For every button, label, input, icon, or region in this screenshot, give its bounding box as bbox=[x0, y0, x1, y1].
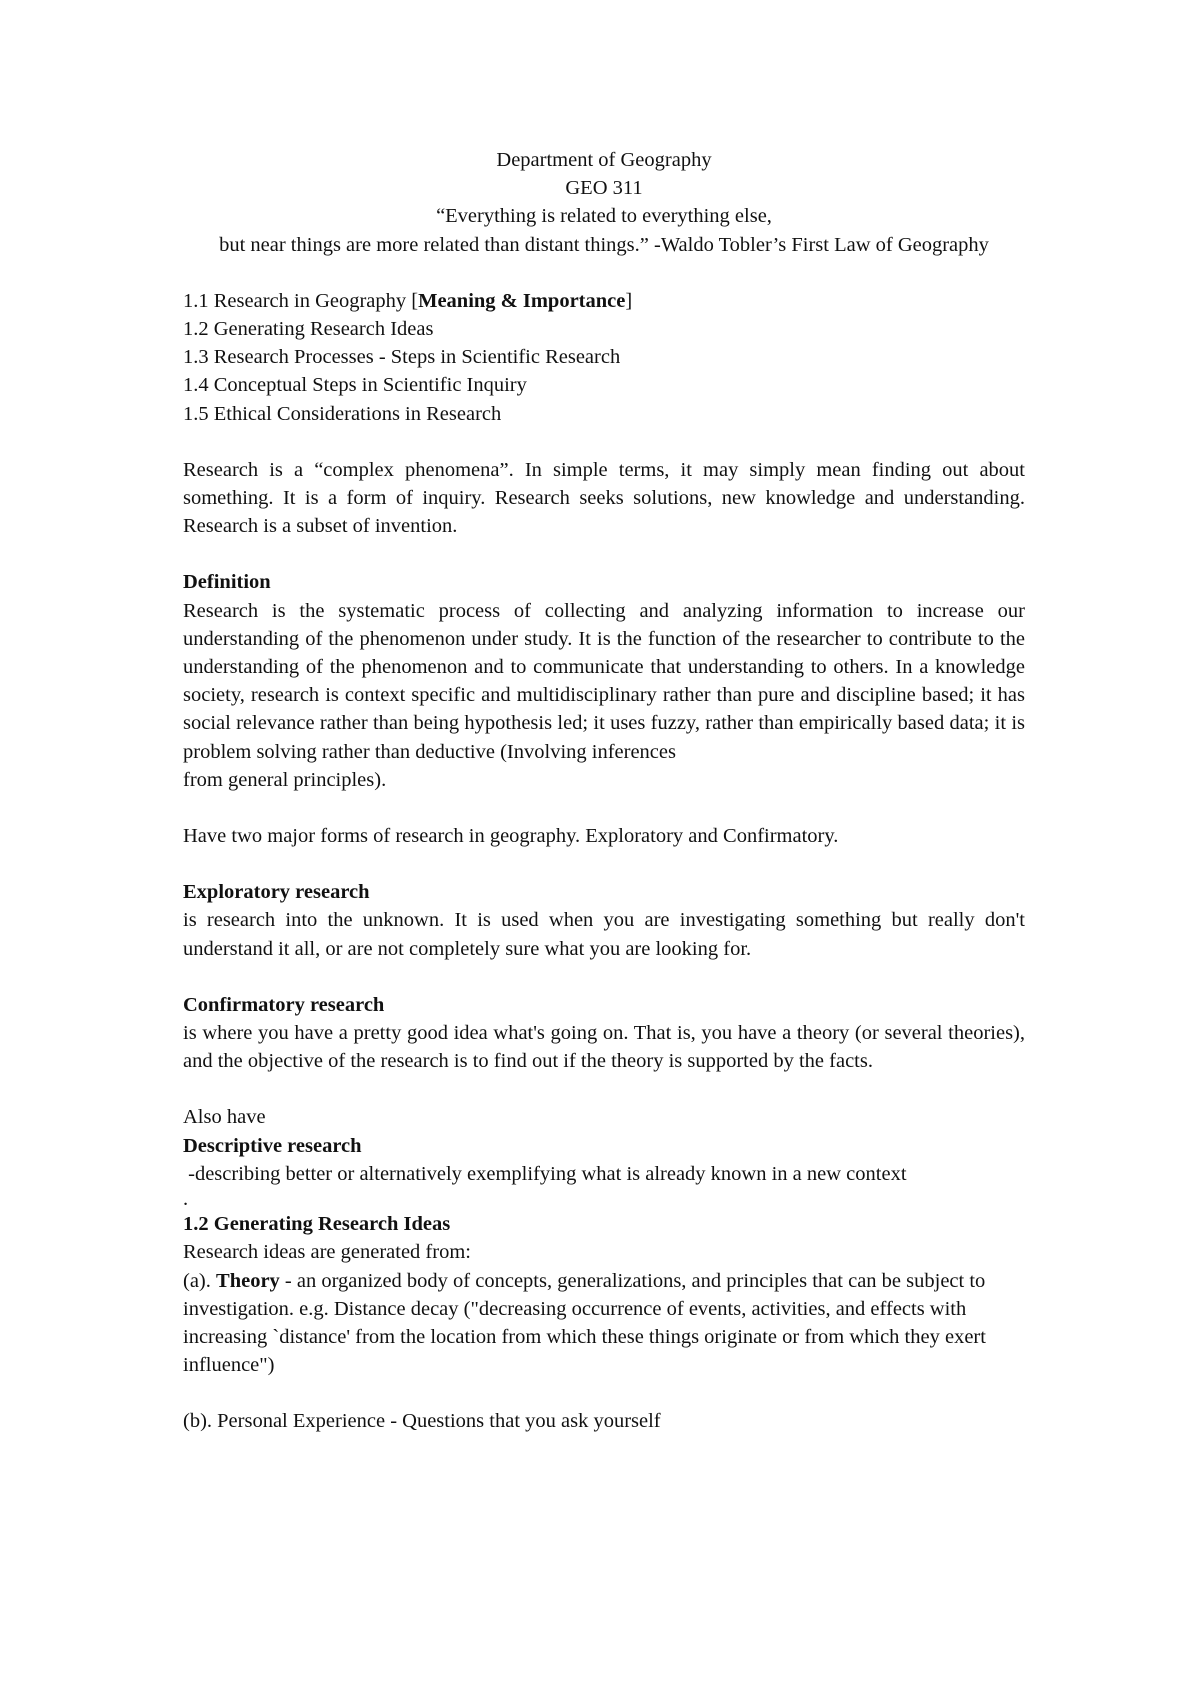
also-have-text: Also have bbox=[183, 1106, 266, 1129]
ideas-intro: Research ideas are generated from: bbox=[183, 1241, 471, 1264]
theory-paragraph bbox=[183, 1267, 1025, 1380]
definition-heading: Definition bbox=[183, 571, 271, 594]
definition-paragraph: Research is the systematic process of collecting and analyzing information to increase our understanding of the phenomenon under study. It is the function of the researcher to contribute to the understanding of the phenomenon and to communicate that understanding to others. In a knowledge society, research is context specific and multidisciplinary rather than pure and discipline based; it has social relevance rather than being hypothesis led; it uses fuzzy, rather than empirically based data; it is problem solving rather than deductive (Involving inferences bbox=[183, 599, 1025, 763]
confirmatory-heading: Confirmatory research bbox=[183, 993, 385, 1016]
theory-body: - an organized body of concepts, generalizations, and principles that can be subject to investigation. e.g. Distance decay ("decreasing occurrence of events, activities, and effects with increasing `distance' from the location from which these things originate or from which they exert influence") bbox=[183, 1269, 986, 1377]
course-code: GEO 311 bbox=[565, 177, 643, 200]
exploratory-paragraph: is research into the unknown. It is used when you are investigating something but really don't understand it all, or are not completely sure what you are looking for. bbox=[183, 909, 1025, 960]
toc-item-1-bold: Meaning & Importance bbox=[418, 289, 626, 312]
section-1-2-heading: 1.2 Generating Research Ideas bbox=[183, 1213, 451, 1236]
stray-dot: . bbox=[183, 1188, 189, 1211]
toc-item-1-suffix: ] bbox=[625, 289, 633, 312]
table-of-contents bbox=[183, 287, 1025, 428]
confirmatory-paragraph: is where you have a pretty good idea what's going on. That is, you have a theory (or several theories), and the objective of the research is to find out if the theory is supported by the facts. bbox=[183, 1022, 1025, 1073]
quote-line-1: “Everything is related to everything else, bbox=[436, 205, 772, 228]
department-title: Department of Geography bbox=[496, 149, 712, 171]
toc-item-4: 1.4 Conceptual Steps in Scientific Inquiry bbox=[183, 374, 527, 397]
descriptive-heading: Descriptive research bbox=[183, 1134, 362, 1157]
toc-item-5: 1.5 Ethical Considerations in Research bbox=[183, 402, 502, 425]
quote-line-2: but near things are more related than distant things.” -Waldo Tobler’s First Law of Geography bbox=[219, 233, 989, 256]
toc-item-3: 1.3 Research Processes - Steps in Scientific Research bbox=[183, 346, 621, 369]
theory-label: Theory bbox=[216, 1269, 280, 1292]
forms-paragraph: Have two major forms of research in geography. Exploratory and Confirmatory. bbox=[183, 825, 839, 848]
document-header bbox=[183, 146, 1025, 259]
definition-paragraph-end: from general principles). bbox=[183, 768, 387, 791]
exploratory-heading: Exploratory research bbox=[183, 881, 370, 904]
descriptive-paragraph: -describing better or alternatively exemplifying what is already known in a new context bbox=[183, 1162, 907, 1185]
toc-item-1-prefix: 1.1 Research in Geography [ bbox=[183, 289, 419, 312]
personal-experience-item: (b). Personal Experience - Questions that you ask yourself bbox=[183, 1410, 661, 1433]
intro-paragraph: Research is a “complex phenomena”. In simple terms, it may simply mean finding out about something. It is a form of inquiry. Research seeks solutions, new knowledge and understanding. Research is a subset of invention. bbox=[183, 458, 1025, 538]
theory-prefix: (a). bbox=[183, 1269, 217, 1292]
toc-item-2: 1.2 Generating Research Ideas bbox=[183, 318, 434, 341]
toc-item-1 bbox=[183, 287, 1025, 315]
document-body bbox=[183, 146, 1025, 1436]
